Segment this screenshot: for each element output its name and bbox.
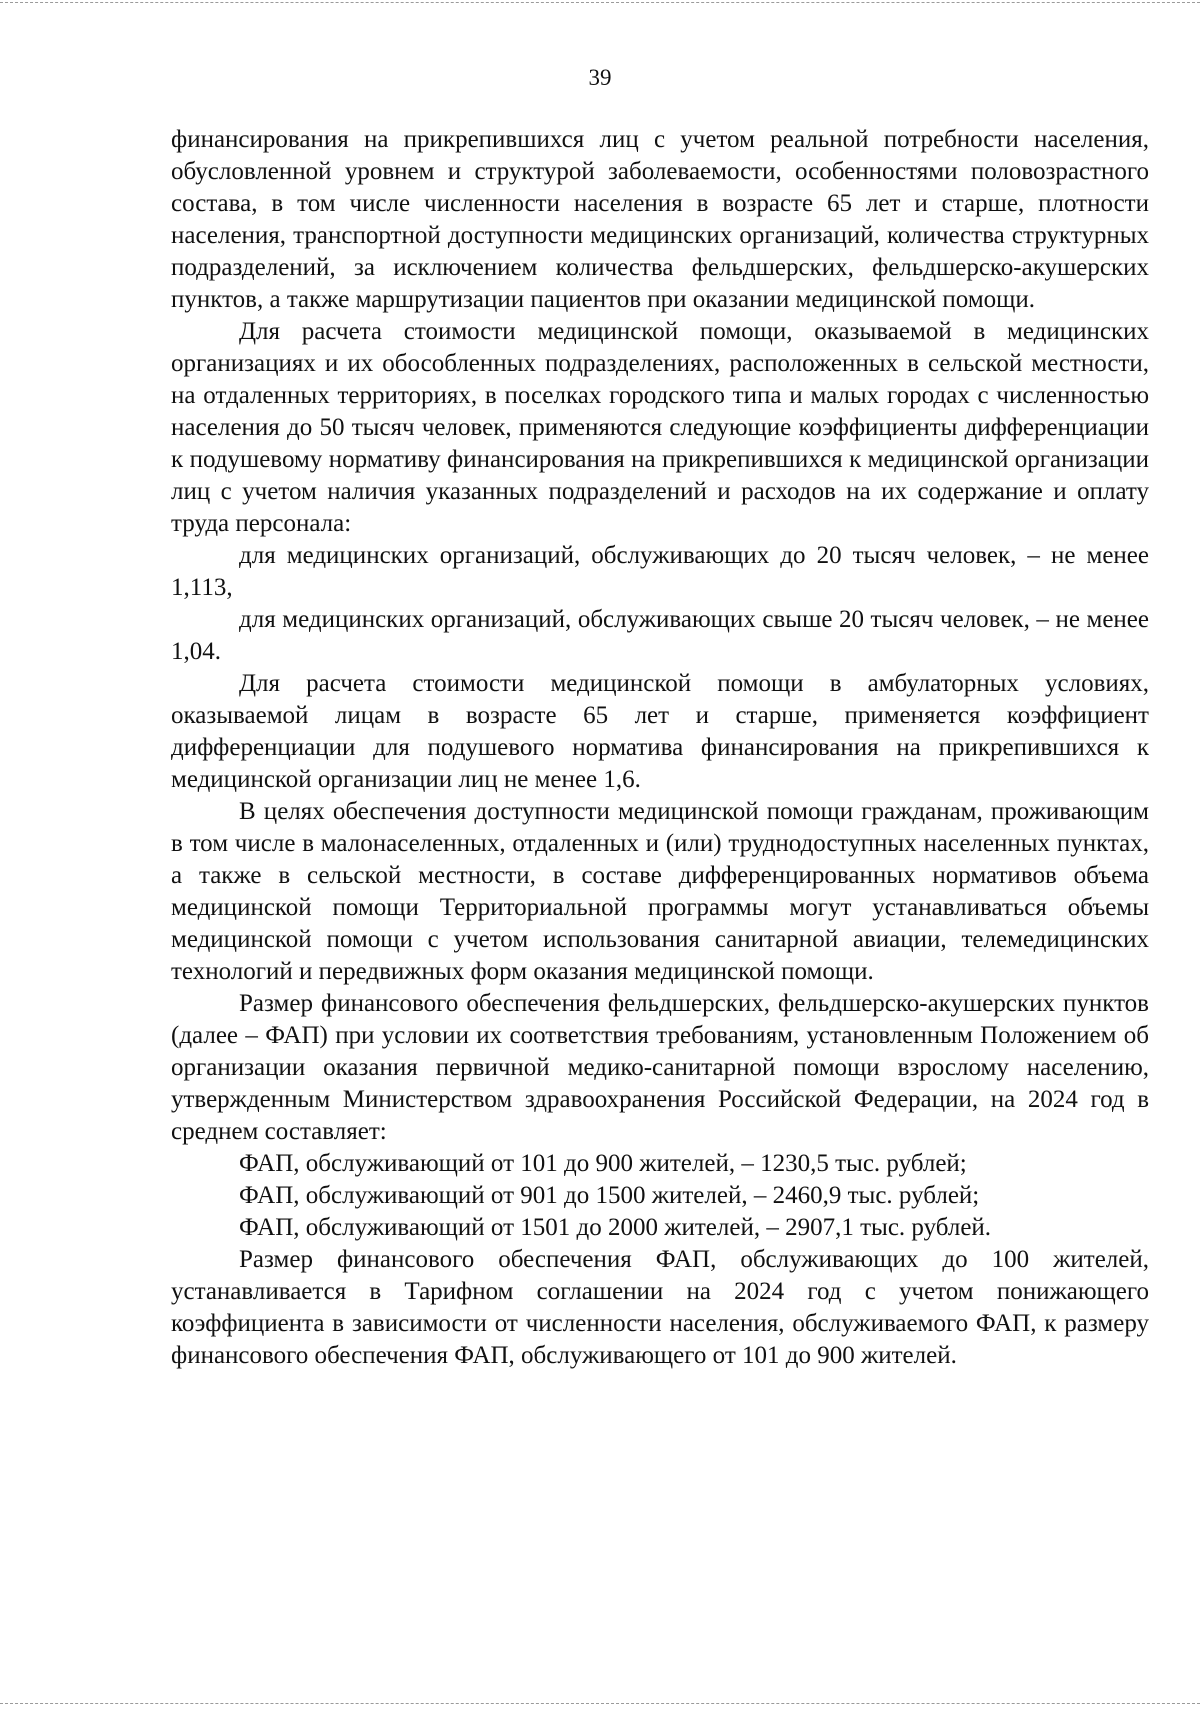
paragraph-rural-coefficients: Для расчета стоимости медицинской помощи, оказываемой в медицинских организациях и их обособленных подразделениях, расположенных в сельской местности, на отдаленных территориях, в поселках городского типа и малых городах с численностью населения до 50 тысяч человек, применяются следующие коэффициенты дифференциации к подушевому нормативу финансирования на прикрепившихся к медицинской организации лиц с учетом наличия указанных подразделений и расходов на их содержание и оплату труда персонала: — [171, 318, 1149, 537]
paragraph-funding-continuation: финансирования на прикрепившихся лиц с учетом реальной потребности населения, обусловленной уровнем и структурой заболеваемости, особенностями половозрастного состава, в том числе численности населения в возрасте 65 лет и старше, плотности населения, транспортной доступности медицинских организаций, количества структурных подразделений, за исключением количества фельдшерских, фельдшерско-акушерских пунктов, а также маршрутизации пациентов при оказании медицинской помощи. — [171, 126, 1149, 313]
page-number: 39 — [588, 65, 612, 90]
paragraph-fap-small: Размер финансового обеспечения ФАП, обслуживающих до 100 жителей, устанавливается в Тарифном соглашении на 2024 год с учетом понижающего коэффициента в зависимости от численности населения, обслуживаемого ФАП, к размеру финансового обеспечения ФАП, обслуживающего от 101 до 900 жителей. — [171, 1246, 1149, 1369]
scan-edge-top — [0, 2, 1200, 3]
paragraph-elderly-coefficient: Для расчета стоимости медицинской помощи в амбулаторных условиях, оказываемой лицам в возрасте 65 лет и старше, применяется коэффициент дифференциации для подушевого норматива финансирования на прикрепившихся к медицинской организации лиц не менее 1,6. — [171, 670, 1149, 793]
paragraph-fap-funding: Размер финансового обеспечения фельдшерских, фельдшерско-акушерских пунктов (далее – ФАП) при условии их соответствия требованиям, установленным Положением об организации оказания первичной медико-санитарной помощи взрослому населению, утвержденным Министерством здравоохранения Российской Федерации, на 2024 год в среднем составляет: — [171, 990, 1149, 1145]
fap-tier-101-900: ФАП, обслуживающий от 101 до 900 жителей, – 1230,5 тыс. рублей; — [239, 1150, 967, 1177]
paragraph-accessibility: В целях обеспечения доступности медицинской помощи гражданам, проживающим в том числе в малонаселенных, отдаленных и (или) труднодоступных населенных пунктах, а также в сельской местности, в составе дифференцированных нормативов объема медицинской помощи Территориальной программы могут устанавливаться объемы медицинской помощи с учетом использования санитарной авиации, телемедицинских технологий и передвижных форм оказания медицинской помощи. — [171, 798, 1149, 985]
fap-tier-901-1500: ФАП, обслуживающий от 901 до 1500 жителей, – 2460,9 тыс. рублей; — [239, 1182, 980, 1209]
paragraph-coefficient-up-to-20k: для медицинских организаций, обслуживающих до 20 тысяч человек, – не менее 1,113, — [171, 542, 1149, 601]
fap-tier-1501-2000: ФАП, обслуживающий от 1501 до 2000 жителей, – 2907,1 тыс. рублей. — [239, 1214, 992, 1241]
paragraph-coefficient-over-20k: для медицинских организаций, обслуживающих свыше 20 тысяч человек, – не менее 1,04. — [171, 606, 1149, 665]
document-body — [171, 124, 1149, 1372]
scan-edge-bottom — [0, 1703, 1200, 1704]
